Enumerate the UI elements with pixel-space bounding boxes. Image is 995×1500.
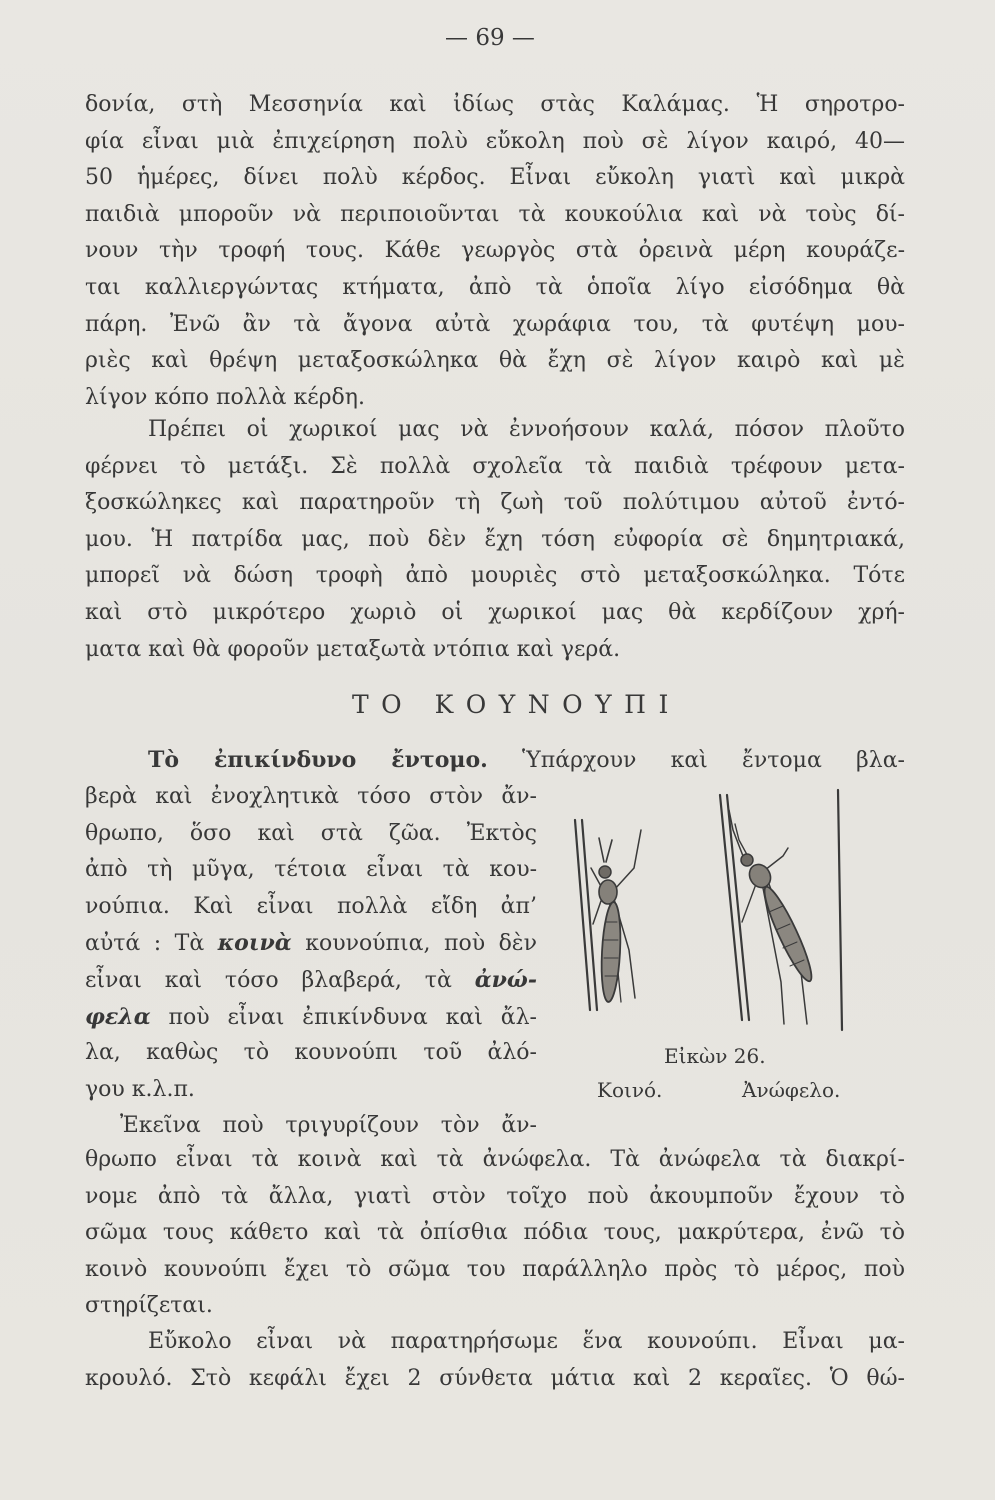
page-number: — 69 — bbox=[445, 25, 535, 51]
text-line bbox=[85, 962, 537, 999]
text-segment: ποὺ εἶναι ἐπικίνδυνα καὶ ἄλ- bbox=[150, 1004, 537, 1030]
lead-text: Ὑπάρχουν καὶ ἔντομα βλα- bbox=[487, 748, 905, 773]
paragraph-silk bbox=[85, 87, 905, 416]
text-line: γου κ.λ.π. bbox=[85, 1076, 195, 1102]
text-line bbox=[85, 925, 537, 962]
text-line: παιδιὰ μποροῦν νὰ περιποιοῦνται τὰ κουκούλια καὶ νὰ τοὺς δί- bbox=[85, 201, 905, 227]
text-line: βερὰ καὶ ἐνοχλητικὰ τόσο στὸν ἄν- bbox=[85, 784, 537, 809]
text-line: θρωπο εἶναι τὰ κοινὰ καὶ τὰ ἀνώφελα. Τὰ ἀνώφελα τὰ διακρί- bbox=[85, 1147, 905, 1172]
text-segment: εἶναι καὶ τόσο βλαβερά, τὰ bbox=[85, 967, 475, 993]
text-line: μου. Ἡ πατρίδα μας, ποὺ δὲν ἔχη τόση εὐφορία σὲ δημητριακά, bbox=[85, 526, 905, 552]
lead-bold-title: Τὸ ἐπικίνδυνο ἔντομο. bbox=[148, 747, 488, 773]
mosquito-illustration bbox=[555, 772, 875, 1034]
text-line: κοινὸ κουνούπι ἔχει τὸ σῶμα του παράλληλο πρὸς τὸ μέρος, ποὺ bbox=[85, 1256, 905, 1282]
text-line: λα, καθὼς τὸ κουνούπι τοῦ ἀλό- bbox=[85, 1040, 537, 1066]
term-anopheles: ἀνώ- bbox=[474, 966, 537, 993]
text-line: νούπια. Καὶ εἶναι πολλὰ εἴδη ἀπ’ bbox=[85, 893, 537, 919]
figure-caption: Εἰκὼν 26. bbox=[664, 1044, 766, 1068]
text-line: Πρέπει οἱ χωρικοί μας νὰ ἐννοήσουν καλά, πόσον πλοῦτο bbox=[148, 417, 905, 442]
text-segment: αὐτά : Τὰ bbox=[85, 931, 218, 957]
text-line: μπορεῖ νὰ δώση τροφὴ ἀπὸ μουριὲς στὸ μεταξοσκώληκα. Τότε bbox=[85, 563, 905, 589]
text-line: Εὔκολο εἶναι νὰ παρατηρήσωμε ἕνα κουνούπι. Εἶναι μα- bbox=[148, 1329, 905, 1354]
text-line: λίγον κόπο πολλὰ κέρδη. bbox=[85, 384, 365, 410]
text-line: Ἐκεῖνα ποὺ τριγυρίζουν τὸν ἄν- bbox=[120, 1113, 537, 1139]
text-line: σῶμα τους κάθετο καὶ τὰ ὀπίσθια πόδια τους, μακρύτερα, ἐνῶ τὸ bbox=[85, 1220, 905, 1246]
term-anopheles-cont: φελα bbox=[85, 1003, 151, 1030]
paragraph-observe bbox=[85, 1324, 905, 1397]
text-line: ξοσκώληκες καὶ παρατηροῦν τὴ ζωὴ τοῦ πολύτιμου αὐτοῦ ἐντό- bbox=[85, 490, 905, 516]
text-line: καὶ στὸ μικρότερο χωριὸ οἱ χωρικοί μας θὰ κερδίζουν χρή- bbox=[85, 599, 905, 625]
text-line: ριὲς καὶ θρέψη μεταξοσκώληκα θὰ ἔχη σὲ λίγον καιρὸ καὶ μὲ bbox=[85, 348, 905, 374]
section-heading: ΤΟ ΚΟΥΝΟΥΠΙ bbox=[352, 690, 681, 719]
text-line: νουν τὴν τροφή τους. Κάθε γεωργὸς στὰ ὀρεινὰ μέρη κουράζε- bbox=[85, 238, 905, 264]
mosquito-common bbox=[591, 830, 641, 1002]
text-line: ματα καὶ θὰ φοροῦν μεταξωτὰ ντόπια καὶ γερά. bbox=[85, 636, 621, 662]
text-line: στηρίζεται. bbox=[85, 1293, 213, 1319]
text-line: νομε ἀπὸ τὰ ἄλλα, γιατὶ στὸν τοῖχο ποὺ ἀκουμποῦν ἔχουν τὸ bbox=[85, 1183, 905, 1209]
text-line: ἀπὸ τὴ μῦγα, τέτοια εἶναι τὰ κου- bbox=[85, 857, 537, 883]
figure-26 bbox=[555, 772, 875, 1034]
figure-label-anopheles: Ἀνώφελο. bbox=[742, 1078, 841, 1102]
text-segment: κουνούπια, ποὺ δὲν bbox=[291, 931, 537, 957]
narrow-column bbox=[85, 779, 537, 1145]
wall-line bbox=[582, 820, 597, 1010]
term-common: κοινὰ bbox=[217, 930, 292, 957]
text-line: κρουλό. Στὸ κεφάλι ἔχει 2 σύνθετα μάτια καὶ 2 κεραῖες. Ὁ θώ- bbox=[85, 1365, 905, 1391]
wall-line bbox=[575, 820, 590, 1010]
mosquito-anopheles bbox=[729, 810, 818, 1024]
text-line: 50 ἡμέρες, δίνει πολὺ κέρδος. Εἶναι εὔκολη γιατὶ καὶ μικρὰ bbox=[85, 165, 905, 191]
text-line: φία εἶναι μιὰ ἐπιχείρηση πολὺ εὔκολη ποὺ σὲ λίγον καιρό, 40— bbox=[85, 128, 905, 154]
text-line: θρωπο, ὅσο καὶ στὰ ζῶα. Ἐκτὸς bbox=[85, 820, 537, 846]
paragraph-distinguish bbox=[85, 1142, 905, 1325]
text-line: πάρη. Ἐνῶ ἂν τὰ ἄγονα αὐτὰ χωράφια του, τὰ φυτέψη μου- bbox=[85, 311, 905, 337]
text-line bbox=[85, 999, 537, 1036]
frame-line bbox=[838, 790, 842, 1030]
figure-label-common: Κοινό. bbox=[597, 1078, 663, 1102]
text-line: ται καλλιεργώντας κτήματα, ἀπὸ τὰ ὁποῖα λίγο εἰσόδημα θὰ bbox=[85, 274, 905, 300]
text-line: φέρνει τὸ μετάξι. Σὲ πολλὰ σχολεῖα τὰ παιδιὰ τρέφουν μετα- bbox=[85, 453, 905, 479]
paragraph-villagers bbox=[85, 412, 905, 668]
text-line: δονία, στὴ Μεσσηνία καὶ ἰδίως στὰς Καλάμας. Ἡ σηροτρο- bbox=[85, 92, 905, 117]
